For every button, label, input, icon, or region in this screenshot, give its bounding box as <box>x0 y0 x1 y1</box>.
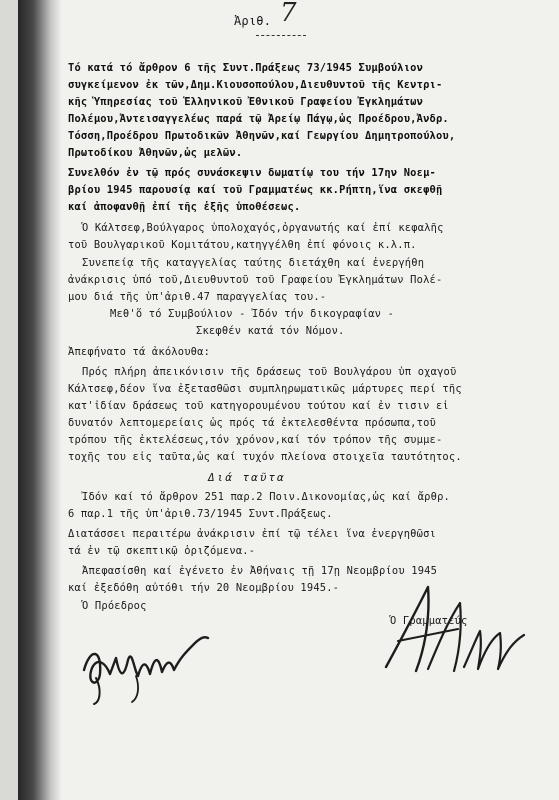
body-line-23: τοχῆς του εἰς ταῦτα,ὡς καί τυχόν πλείονα στοιχεῖα ταυτότητος. <box>68 451 462 463</box>
section-heading: Διά ταῦτα <box>208 471 286 484</box>
body-line-4: Πολέμου,Ἀντεισαγγελέως παρά τῷ Ἀρείῳ Πάγῳ,ὡς Προέδρου,Ἀνδρ. <box>68 113 449 125</box>
body-line-30: καί ἐξεδόθη αὐτόθι τήν 20 Νεομβρίου 1945.- <box>68 582 340 594</box>
body-line-1: Τό κατά τό ἄρθρον 6 τῆς Συντ.Πράξεως 73/1945 Συμβούλιον <box>68 62 424 74</box>
secretary-signature <box>368 575 538 680</box>
body-line-17: Ἀπεφήνατο τά ἀκόλουθα: <box>68 346 211 358</box>
body-line-14: μου διά τῆς ὑπ'ἀριθ.47 παραγγελίας του.- <box>68 291 327 303</box>
scan-edge-shadow <box>18 0 62 800</box>
president-signature <box>76 618 216 708</box>
body-line-8: βρίου 1945 παρουσίᾳ καί τοῦ Γραμματέως κκ.Ρήπτη,ἵνα σκεφθῇ <box>68 184 443 196</box>
body-line-6: Πρωτοδίκου Ἀθηνῶν,ὡς μελῶν. <box>68 147 243 159</box>
body-line-29: Ἀπεφασίσθη καί ἐγένετο ἐν Ἀθήναις τῇ 17ῃ Νεομβρίου 1945 <box>82 565 438 577</box>
body-line-19: Κάλτσεφ,δέον ἵνα ἐξετασθῶσι συμπληρωματικῶς μάρτυρες περί τῆς <box>68 383 462 395</box>
body-line-13: ἀνάκρισις ὑπό τοῦ,Διευθυντοῦ τοῦ Γραφείου Ἐγκλημάτων Πολέ- <box>68 274 443 286</box>
secretary-label: Ὁ Γραμματεύς <box>390 615 468 627</box>
body-line-22: τρόπου τῆς ἐκτελέσεως,τόν χρόνον,καί τόν τρόπον τῆς συμμε- <box>68 434 443 446</box>
body-line-16: Σκεφθέν κατά τόν Νόμον. <box>196 325 345 337</box>
header-underline <box>256 35 306 36</box>
body-line-11: τοῦ Βουλγαρικοῦ Κομιτάτου,κατηγγέλθη ἐπί φόνοις κ.λ.π. <box>68 239 417 251</box>
body-line-5: Τόσση,Προέδρου Πρωτοδικῶν Ἀθηνῶν,καί Γεωργίου Δημητροπούλου, <box>68 130 456 142</box>
body-line-2: συγκείμενον ἐκ τῶν,Δημ.Κιουσοπούλου,Διευθυντοῦ τῆς Κεντρι- <box>68 79 443 91</box>
body-line-26: 6 παρ.1 τῆς ὑπ'ἀριθ.73/1945 Συντ.Πράξεως. <box>68 508 333 520</box>
document-page <box>18 0 559 800</box>
body-line-12: Συνεπείᾳ τῆς καταγγελίας ταύτης διετάχθη καί ἐνεργήθη <box>82 257 425 269</box>
body-line-15: Μεθ'ὅ τό Συμβούλιον - Ἰδόν τήν δικογραφίαν - <box>110 308 395 320</box>
body-line-28: τά ἐν τῷ σκεπτικῷ ὁριζόμενα.- <box>68 545 256 557</box>
header-number: 7 <box>280 0 297 28</box>
body-line-20: κατ'ἰδίαν δράσεως τοῦ κατηγορουμένου τούτου καί ἐν τισιν εἰ <box>68 400 449 412</box>
body-line-25: Ἰδόν καί τό ἄρθρον 251 παρ.2 Ποιν.Δικονομίας,ὡς καί ἄρθρ. <box>82 491 450 503</box>
header-label: Ἀριθ. <box>234 14 272 28</box>
body-line-7: Συνελθόν ἐν τῷ πρός συνάσκεψιν δωματίῳ του τήν 17ην Νοεμ- <box>68 167 436 179</box>
president-label: Ὁ Πρόεδρος <box>82 600 147 612</box>
body-line-27: Διατάσσει περαιτέρω ἀνάκρισιν ἐπί τῷ τέλει ἵνα ἐνεργηθῶσι <box>68 528 436 540</box>
body-line-18: Πρός πλήρη ἀπεικόνισιν τῆς δράσεως τοῦ Βουλγάρου ὑπ οχαγοῦ <box>82 366 457 378</box>
body-line-9: καί ἀποφανθῇ ἐπί τῆς ἑξῆς ὑποθέσεως. <box>68 201 301 213</box>
body-line-21: δυνατόν λεπτομερείαις ὡς πρός τά ἐκτελεσθέντα πρόσωπα,τοῦ <box>68 417 436 429</box>
body-line-3: κῆς Ὑπηρεσίας τοῦ Ἑλληνικοῦ Ἐθνικοῦ Γραφείου Ἐγκλημάτων <box>68 96 424 108</box>
body-line-10: Ὁ Κάλτσεφ,Βούλγαρος ὑπολοχαγός,ὀργανωτής καί ἐπί κεφαλῆς <box>82 222 444 234</box>
